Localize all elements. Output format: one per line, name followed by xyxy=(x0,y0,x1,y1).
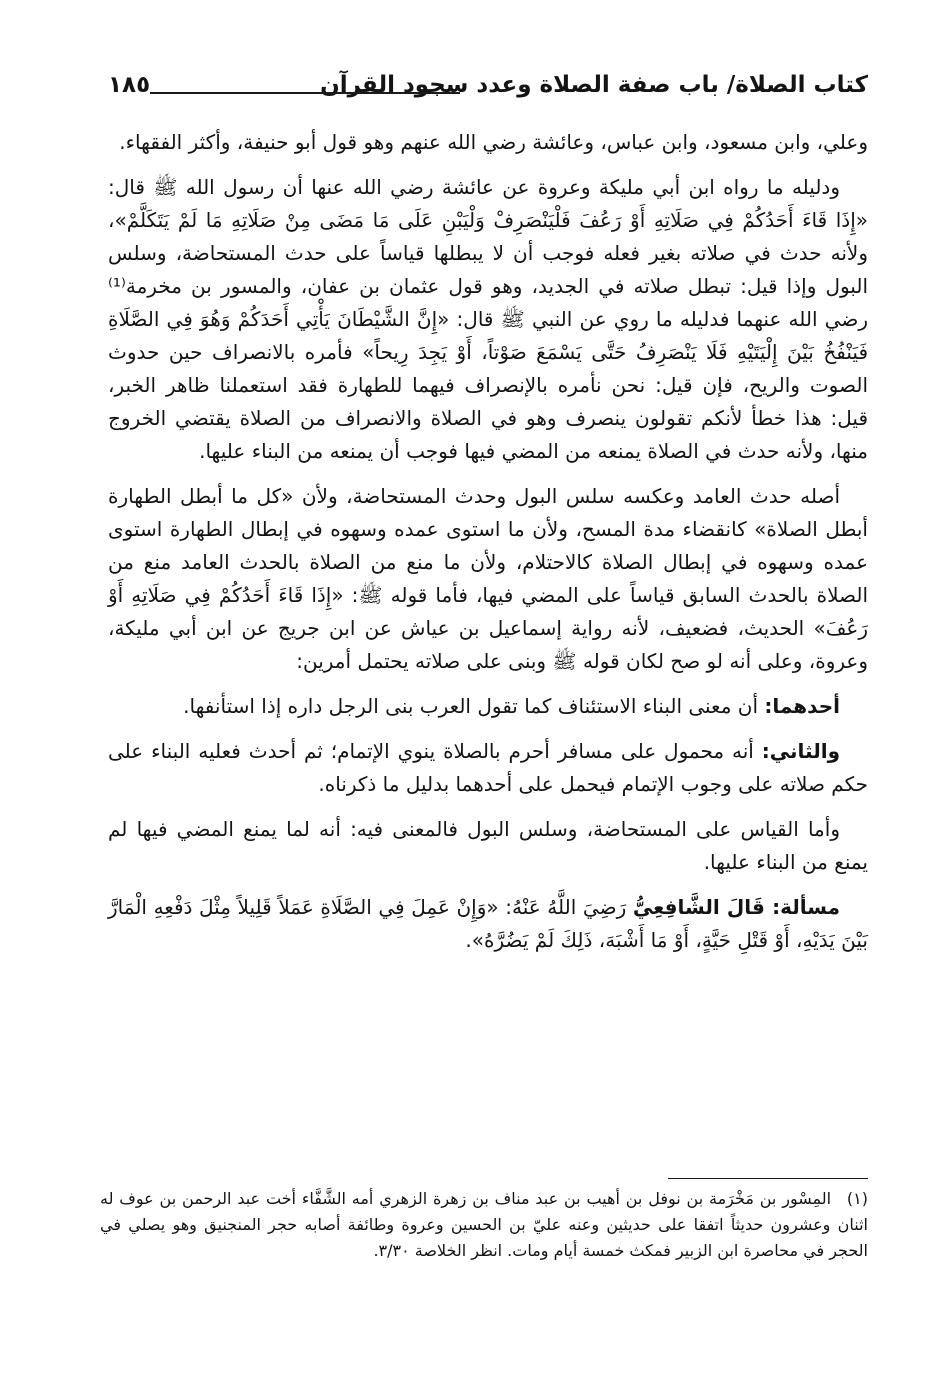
paragraph-7 xyxy=(108,891,868,957)
paragraph-6: وأما القياس على المستحاضة، وسلس البول فالمعنى فيه: أنه لما يمنع المضي فيها لم يمنع من البناء عليها. xyxy=(108,817,868,874)
paragraph-2: ودليله ما رواه ابن أبي مليكة وعروة عن عائشة رضي الله عنها أن رسول الله ﷺ قال: «إِذَا قَاءَ أَحَدُكُمْ فِي صَلَاتِهِ أَوْ رَعُفَ فَلْيَنْصَرِفْ وَلْيَبْنِ عَلَى مَا مَضَى مِنْ صَلَاتِهِ مَا لَمْ يَتَكَلَّمْ»، ولأنه حدث في صلاته بغير فعله فوجب أن لا يبطلها قياساً على حدث المستحاضة، وسلس البول وإذا قيل: تبطل صلاته في الجديد، وهو قول عثمان بن عفان، والمسور بن مخرمة⁽¹⁾ رضي الله عنهما فدليله ما روي عن النبي ﷺ قال: «إِنَّ الشَّيْطَانَ يَأْتِي أَحَدَكُمْ وَهُوَ فِي الصَّلَاةِ فَيَنْفُخُ بَيْنَ إِلْيَتَيْهِ فَلَا يَنْصَرِفُ حَتَّى يَسْمَعَ صَوْتاً، أَوْ يَجِدَ رِيحاً» فأمره بالانصراف حين حدوث الصوت والريح، فإن قيل: نحن نأمره بالإنصراف فيهما للطهارة فقد استعملنا ظاهر الخبر، قيل: هذا خطأ لأنكم تقولون ينصرف وهو في الصلاة والانصراف من الصلاة يقتضي الخروج منها، ولأنه حدث في الصلاة يمنعه من المضي فيها فوجب أن يمنعه من البناء عليها. xyxy=(108,175,868,463)
paragraph-4-text: أن معنى البناء الاستئناف كما تقول العرب بنى الرجل داره إذا استأنفها. xyxy=(183,694,759,718)
running-header xyxy=(108,72,868,108)
paragraph-4 xyxy=(108,690,868,723)
footnote-rule xyxy=(668,1178,868,1179)
paragraph-3: أصله حدث العامد وعكسه سلس البول وحدث المستحاضة، ولأن «كل ما أبطل الطهارة أبطل الصلاة» كانقضاء مدة المسح، ولأن ما استوى عمده وسهوه في إبطال الطهارة استوى عمده وسهوه في إبطال الصلاة كالاحتلام، ولأن ما منع من الصلاة بالحدث العامد منع من الصلاة بالحدث السابق قياساً على المضي فيها، فأما قوله ﷺ: «إِذَا قَاءَ أَحَدُكُمْ فِي صَلَاتِهِ أَوْ رَعُفَ» الحديث، فضعيف، لأنه رواية إسماعيل بن عياش عن ابن جريج عن ابن أبي مليكة، وعروة، وعلى أنه لو صح لكان قوله ﷺ وبنى على صلاته يحتمل أمرين: xyxy=(108,484,868,673)
paragraph-5 xyxy=(108,735,868,801)
page-number: ١٨٥ xyxy=(108,72,151,98)
paragraph-7-lead: مسألة: قَالَ الشَّافِعِيُّ xyxy=(632,895,840,919)
footnote-text: المِسْور بن مَخْرَمة بن نوفل بن أهيب بن عبد مناف بن زهرة الزهري أمه الشَّفَّاء أخت عبد الرحمن بن عوف له اثنان وعشرون حديثاً اتفقا على حديثين وعنه عليّ بن الحسين وعروة وطائفة أصابه حجر المنجنيق وهو يصلي في الحجر في محاصرة ابن الزبير فمكث خمسة أيام ومات. انظر الخلاصة ٣/٣٠. xyxy=(100,1189,868,1260)
paragraph-5-text: أنه محمول على مسافر أحرم بالصلاة ينوي الإتمام؛ ثم أحدث فعليه البناء على حكم صلاته على وجوب الإتمام فيحمل على أحدهما بدليل ما ذكرناه. xyxy=(108,739,868,796)
header-title: كتاب الصلاة/ باب صفة الصلاة وعدد سجود القرآن xyxy=(320,72,868,98)
footnote xyxy=(100,1186,868,1264)
paragraph-4-lead: أحدهما: xyxy=(764,694,840,718)
footnote-number: (١) xyxy=(846,1189,868,1208)
paragraph-7-text: رَضِيَ اللَّهُ عَنْهُ: «وَإِنْ عَمِلَ فِي الصَّلَاةِ عَمَلاً قَلِيلاً مِثْلَ دَفْعِهِ الْمَارَّ بَيْنَ يَدَيْهِ، أَوْ قَتْلِ حَيَّةٍ، أَوْ مَا أَشْبَهَ، ذَلِكَ لَمْ يَضُرَّهُ». xyxy=(108,895,868,952)
main-text xyxy=(108,126,868,969)
paragraph-1: وعلي، وابن مسعود، وابن عباس، وعائشة رضي الله عنهم وهو قول أبو حنيفة، وأكثر الفقهاء. xyxy=(119,130,868,154)
header-rule xyxy=(150,92,460,94)
footnote-entry xyxy=(100,1186,868,1264)
paragraph-5-lead: والثاني: xyxy=(761,739,841,763)
